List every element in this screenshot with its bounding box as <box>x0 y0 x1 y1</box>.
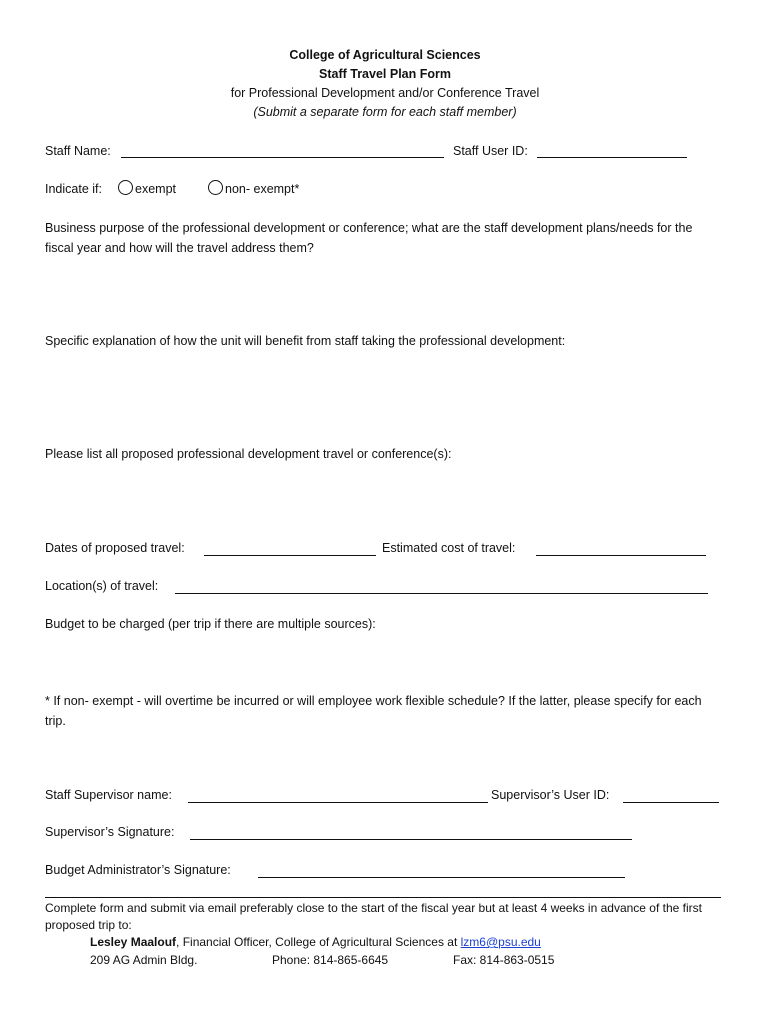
form-college-title: College of Agricultural Sciences <box>289 48 481 62</box>
location-field[interactable] <box>175 593 708 594</box>
form-instruction: (Submit a separate form for each staff member) <box>253 105 517 119</box>
footer-instructions: Complete form and submit via email preferably close to the start of the fiscal year but at least 4 weeks in advance of the first proposed trip to: <box>45 901 702 932</box>
cost-field[interactable] <box>536 555 706 556</box>
supervisor-signature-field[interactable] <box>190 839 632 840</box>
footer-contact <box>90 935 541 949</box>
budget-admin-signature-label: Budget Administrator’s Signature: <box>45 863 231 877</box>
footer-address: 209 AG Admin Bldg. <box>90 953 198 967</box>
supervisor-id-field[interactable] <box>623 802 719 803</box>
dates-field[interactable] <box>204 555 376 556</box>
staff-user-id-label: Staff User ID: <box>453 144 528 158</box>
supervisor-name-field[interactable] <box>188 802 488 803</box>
supervisor-id-label: Supervisor’s User ID: <box>491 788 610 802</box>
staff-name-field[interactable] <box>121 157 444 158</box>
dates-label: Dates of proposed travel: <box>45 541 185 555</box>
staff-user-id-field[interactable] <box>537 157 687 158</box>
list-travel-question: Please list all proposed professional development travel or conference(s): <box>45 447 452 461</box>
footer-divider <box>45 897 721 898</box>
staff-name-label: Staff Name: <box>45 144 111 158</box>
business-purpose-question: Business purpose of the professional development or conference; what are the staff development plans/needs for the fiscal year and how will the travel address them? <box>45 221 693 255</box>
contact-email-link[interactable]: lzm6@psu.edu <box>460 935 541 949</box>
supervisor-signature-label: Supervisor’s Signature: <box>45 825 175 839</box>
location-label: Location(s) of travel: <box>45 579 159 593</box>
exempt-label: exempt <box>135 182 176 196</box>
form-title: Staff Travel Plan Form <box>319 67 451 81</box>
footer-phone: Phone: 814-865-6645 <box>272 953 389 967</box>
unit-benefit-question: Specific explanation of how the unit will benefit from staff taking the professional development: <box>45 334 566 348</box>
budget-admin-signature-field[interactable] <box>258 877 625 878</box>
non-exempt-note: * If non- exempt - will overtime be incurred or will employee work flexible schedule? If the latter, please specify for each trip. <box>45 694 702 728</box>
cost-label: Estimated cost of travel: <box>382 541 516 555</box>
budget-label: Budget to be charged (per trip if there are multiple sources): <box>45 617 376 631</box>
indicate-label: Indicate if: <box>45 182 102 196</box>
non-exempt-label: non- exempt* <box>225 182 300 196</box>
non-exempt-radio[interactable] <box>208 180 223 195</box>
footer-fax: Fax: 814-863-0515 <box>453 953 555 967</box>
contact-name: Lesley Maalouf <box>90 935 177 949</box>
contact-title: , Financial Officer, College of Agricultural Sciences at <box>176 935 461 949</box>
exempt-radio[interactable] <box>118 180 133 195</box>
form-subtitle: for Professional Development and/or Conference Travel <box>230 86 540 100</box>
supervisor-name-label: Staff Supervisor name: <box>45 788 172 802</box>
